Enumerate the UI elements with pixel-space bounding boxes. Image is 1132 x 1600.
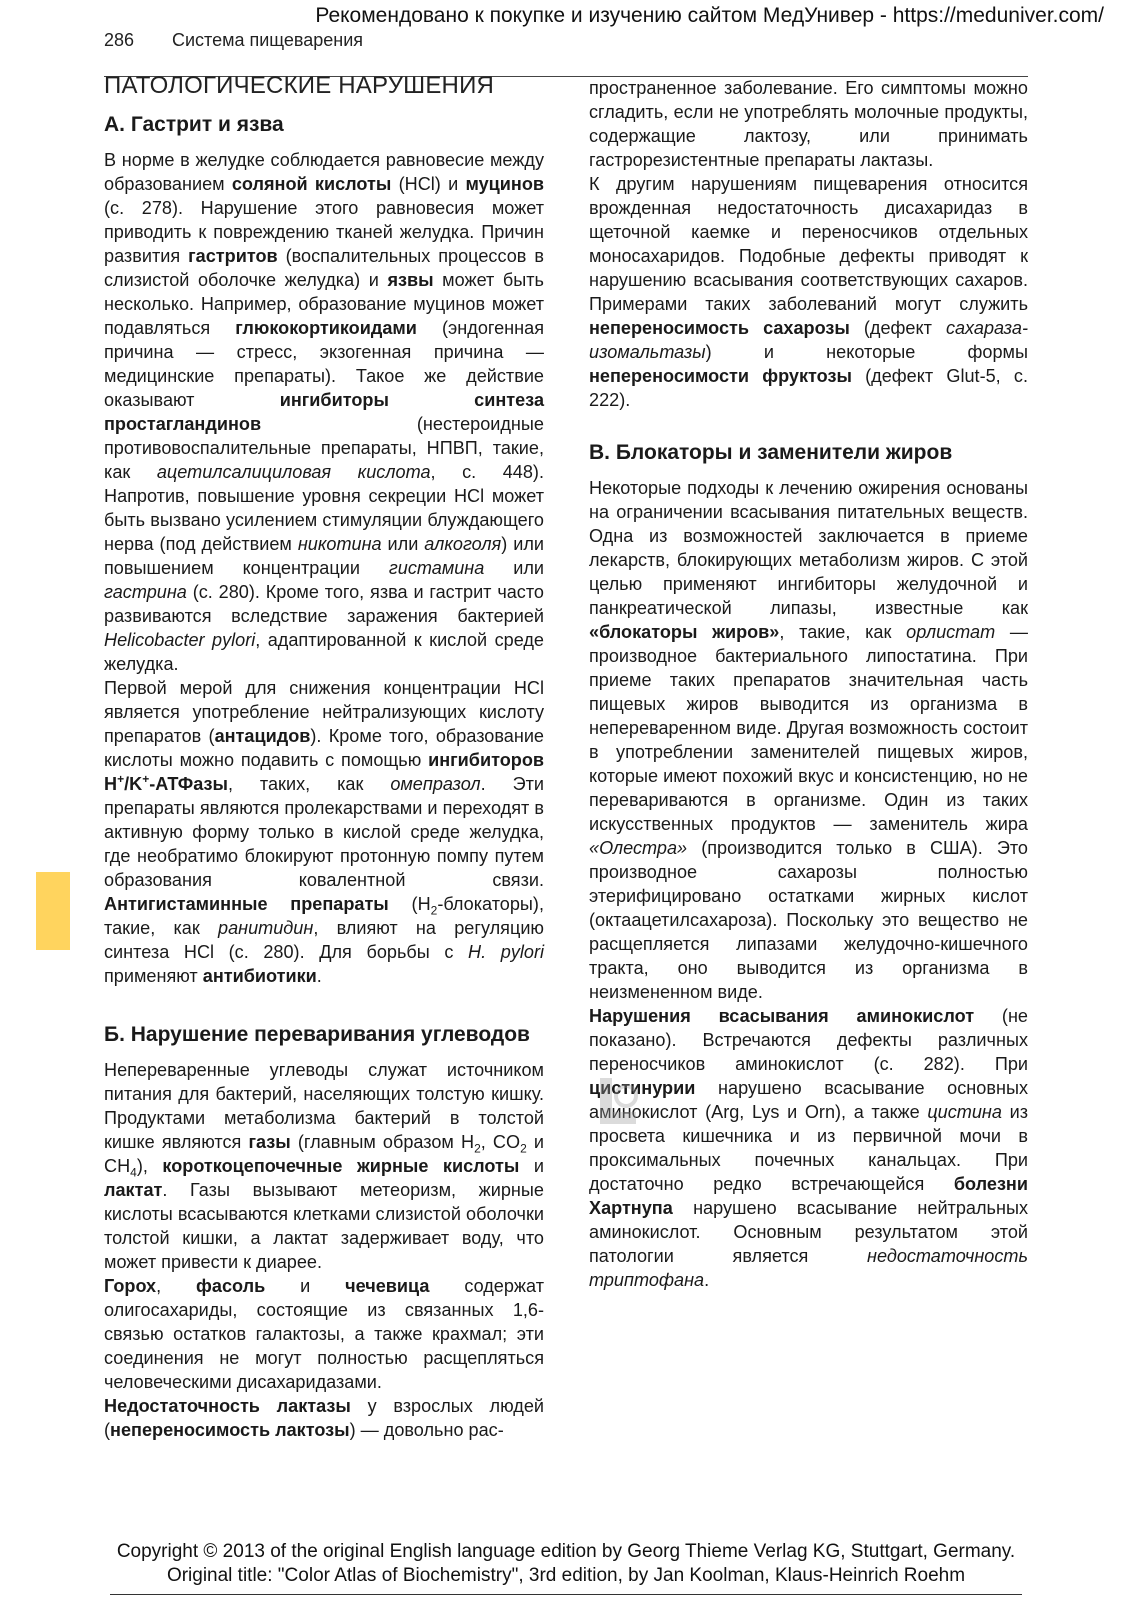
publisher-watermark-icon [590, 1072, 646, 1158]
paragraph-disaccharidases: К другим нарушениям пищеварения относится врожденная недостаточность дисахаридаз в щеточной каемке и переносчиков отдельных моносахаридов. Подобные дефекты приводят к нарушению всасывания соответствующих сахаров. Примерами таких заболеваний могут служить непереносимость сахарозы (дефект сахараза-изомальтазы) и некоторые формы непереносимости фруктозы (дефект Glut-5, с. 222). [589, 174, 1028, 410]
paragraph-carbohydrates: Непереваренные углеводы служат источником питания для бактерий, населяющих толстую кишку. Продуктами метаболизма бактерий в толстой кишке являются газы (главным образом $H_2$, $CO_2$ и $CH_4$), короткоцепочечные жирные кислоты и лактат. Газы вызывают метеоризм, жирные кислоты всасываются клетками слизистой оболочки толстой кишки, а лактат задерживает воду, что может привести к диарее. [104, 1060, 544, 1272]
site-banner: Рекомендовано к покупке и изучению сайтом МедУнивер - https://meduniver.com/ [315, 4, 1104, 27]
copyright-line: Copyright © 2013 of the original English language edition by Georg Thieme Verlag KG, Stuttgart, Germany. [116, 1541, 1016, 1562]
heading-v: В. Блокаторы и заменители жиров [589, 441, 953, 464]
running-head [104, 30, 363, 51]
original-title-line: Original title: "Color Atlas of Biochemistry", 3rd edition, by Jan Koolman, Klaus-Heinrich Roehm [166, 1565, 966, 1586]
footer-rule [110, 1594, 1022, 1595]
chapter-title: Система пищеварения [172, 30, 364, 50]
paragraph-amino-acids: Нарушения всасывания аминокислот (не показано). Встречаются дефекты различных переносчиков аминокислот (с. 282). При цистинурии нарушено всасывание основных аминокислот (Arg, Lys и Orn), а также цистина из просвета кишечника и из первичной мочи в проксимальных почечных канальцах. При достаточно редко встречающейся болезни Хартнупа нарушено всасывание нейтральных аминокислот. Основным результатом этой патологии является недостаточность триптофана. [589, 1006, 1028, 1290]
paragraph-lactase: Недостаточность лактазы у взрослых людей (непереносимость лактозы) — довольно рас- [104, 1396, 544, 1440]
chapter-color-tab [36, 872, 70, 950]
heading-a: А. Гастрит и язва [104, 113, 284, 136]
left-column [104, 113, 545, 1442]
page-number: 286 [104, 30, 135, 50]
paragraph-treatment: Первой мерой для снижения концентрации HCl является употребление нейтрализующих кислоту препаратов (антацидов). Кроме того, образование кислоты можно подавить с помощью ингибиторов H+/K+-АТФазы, таких, как омепразол. Эти препараты являются пролекарствами и переходят в активную форму только в кислой среде желудка, где необратимо блокируют протонную помпу путем образования ковалентной связи. Антигистаминные препараты $(H_2-блокаторы)$, такие, как ранитидин, влияют на регуляцию синтеза HCl (с. 280). Для борьбы с H. pylori применяют антибиотики. [104, 678, 544, 986]
paragraph-legumes: Горох, фасоль и чечевица содержат олигосахариды, состоящие из связанных 1,6-связью остатков галактозы, а также крахмал; эти соединения не могут полностью расщепляться человеческими дисахаридазами. [104, 1276, 544, 1392]
copyright-footer [0, 1540, 1132, 1588]
heading-b: Б. Нарушение переваривания углеводов [104, 1023, 530, 1046]
right-column [589, 76, 1028, 1292]
paragraph-gastritis: В норме в желудке соблюдается равновесие между образованием соляной кислоты (HCl) и муцинов (с. 278). Нарушение этого равновесия может приводить к повреждению тканей желудка. Причин развития гастритов (воспалительных процессов в слизистой оболочке желудка) и язвы может быть несколько. Например, образование муцинов может подавляться глюкокортикоидами (эндогенная причина — стресс, экзогенная причина — медицинские препараты). Такое же действие оказывают ингибиторы синтеза простагландинов (нестероидные противовоспалительные препараты, НПВП, такие, как ацетилсалициловая кислота, с. 448). Напротив, повышение уровня секреции HCl может быть вызвано усилением стимуляции блуждающего нерва (под действием никотина или алкоголя) или повышением концентрации гистамина или гастрина (с. 280). Кроме того, язва и гастрит часто развиваются вследствие заражения бактерией Helicobacter pylori, адаптированной к кислой среде желудка. [104, 150, 545, 674]
section-title: ПАТОЛОГИЧЕСКИЕ НАРУШЕНИЯ [104, 72, 495, 99]
paragraph-fat-blockers: Некоторые подходы к лечению ожирения основаны на ограничении всасывания питательных веществ. Одна из возможностей заключается в приеме лекарств, блокирующих метаболизм жиров. С этой целью применяют ингибиторы желудочной и панкреатической липазы, известные как «блокаторы жиров», такие, как орлистат — производное бактериального липостатина. При приеме таких препаратов значительная часть пищевых жиров выводится из организма в непереваренном виде. Другая возможность состоит в употреблении заменителей пищевых жиров, которые имеют похожий вкус и консистенцию, но не перевариваются в организме. Один из таких искусственных продуктов — заменитель жира «Олестра» (производится только в США). Это производное сахарозы полностью этерифицировано остатками жирных кислот (октаацетилсахароза). Поскольку это вещество не расщепляется липазами желудочно-кишечного тракта, оно выводится из организма в неизмененном виде. [589, 478, 1029, 1002]
paragraph-lactose-cont: пространенное заболевание. Его симптомы можно сгладить, если не употреблять молочные продукты, содержащие лактозу, или принимать гастрорезистентные препараты лактазы. [589, 78, 1028, 170]
